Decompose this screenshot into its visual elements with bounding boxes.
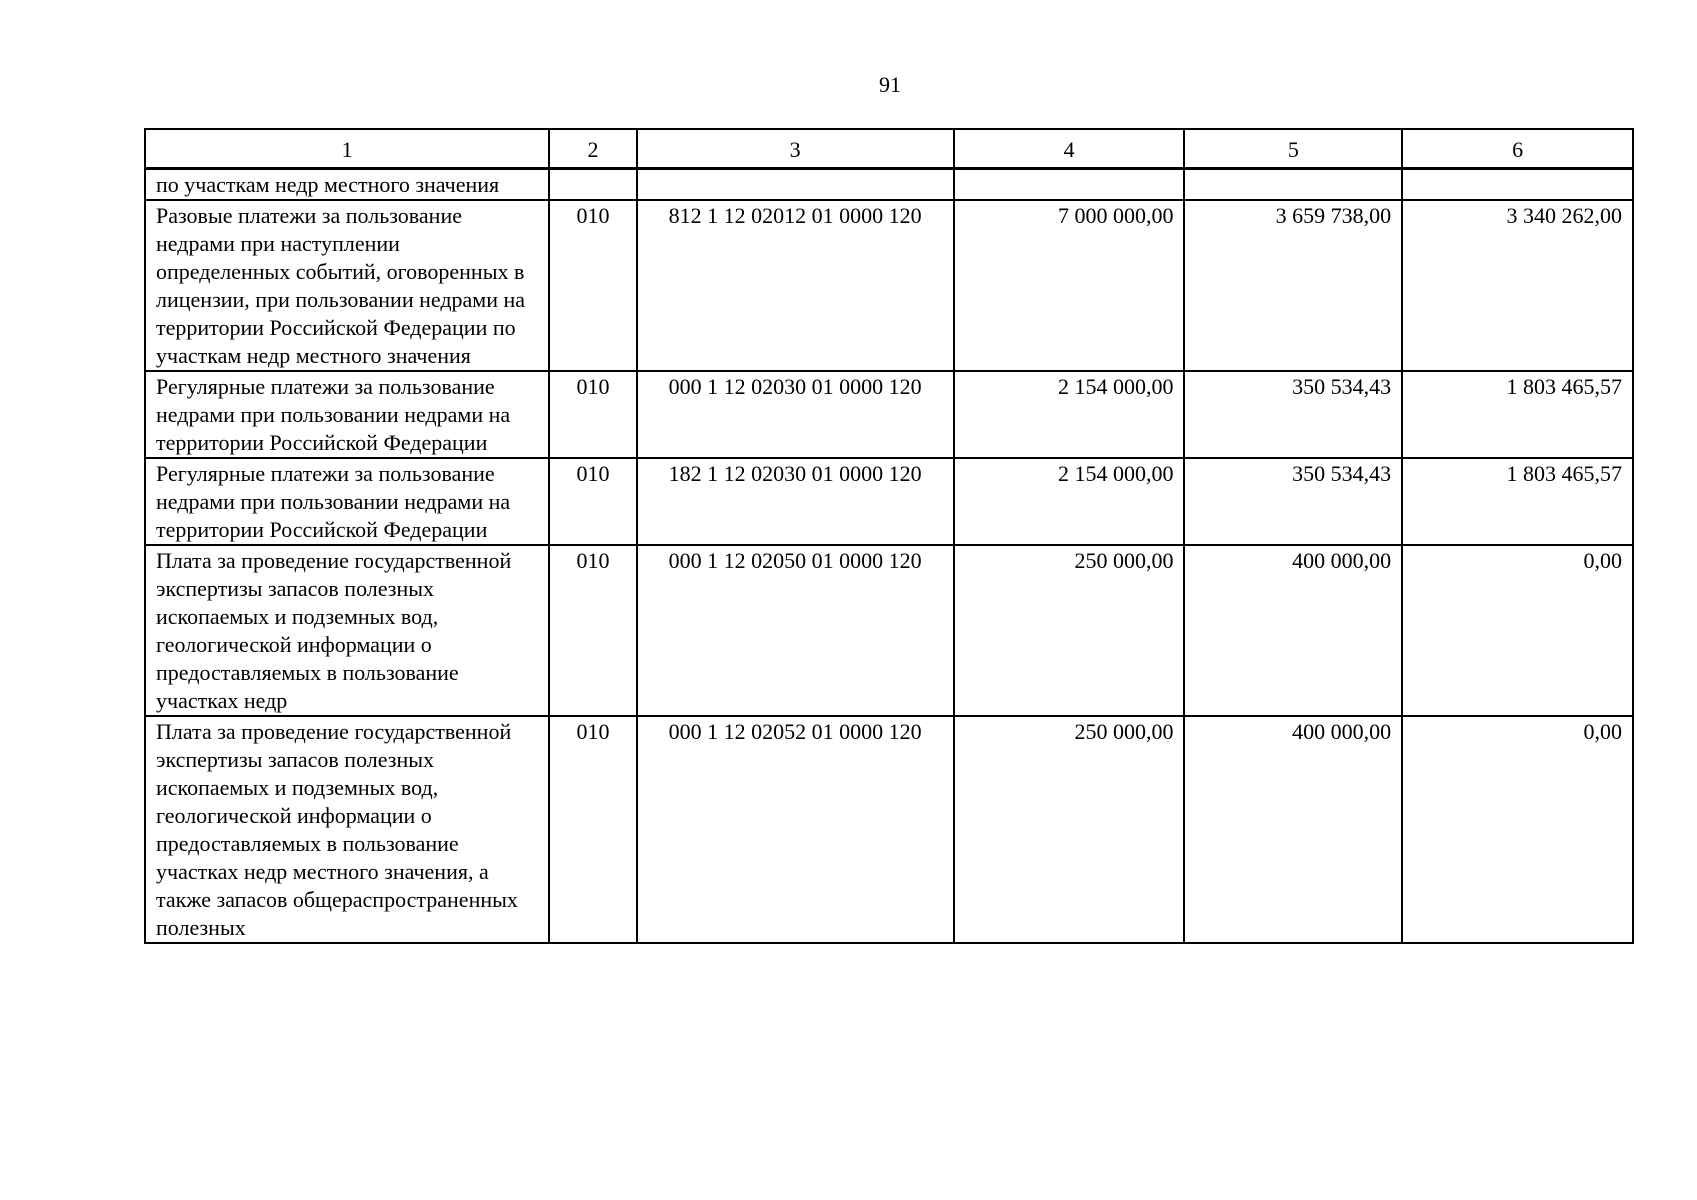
row-approved-cell: [954, 169, 1185, 201]
row-name-cell: по участкам недр местного значения: [145, 169, 549, 201]
row-executed-cell: 350 534,43: [1184, 371, 1402, 458]
column-header-3: 3: [637, 129, 954, 169]
column-header-4: 4: [954, 129, 1185, 169]
row-name-cell: Плата за проведение государственной экспертизы запасов полезных ископаемых и подземных вод, геологической информации о предоставляемых в пользование участках недр: [145, 545, 549, 716]
column-header-5: 5: [1184, 129, 1402, 169]
table-row: [145, 716, 1633, 943]
row-approved-cell: 250 000,00: [954, 716, 1185, 943]
row-approved-cell: 2 154 000,00: [954, 371, 1185, 458]
row-name-cell: Плата за проведение государственной экспертизы запасов полезных ископаемых и подземных вод, геологической информации о предоставляемых в пользование участках недр местного значения, а также запасов общераспространенных полезных: [145, 716, 549, 943]
row-executed-cell: [1184, 169, 1402, 201]
row-approved-cell: 2 154 000,00: [954, 458, 1185, 545]
row-budget-code-cell: 182 1 12 02030 01 0000 120: [637, 458, 954, 545]
row-budget-code-cell: [637, 169, 954, 201]
row-approved-cell: 250 000,00: [954, 545, 1185, 716]
row-line-code-cell: 010: [549, 200, 636, 371]
row-name-cell: Разовые платежи за пользование недрами при наступлении определенных событий, оговоренных в лицензии, при пользовании недрами на территории Российской Федерации по участкам недр местного значения: [145, 200, 549, 371]
column-header-1: 1: [145, 129, 549, 169]
table-row: [145, 458, 1633, 545]
row-approved-cell: 7 000 000,00: [954, 200, 1185, 371]
page-number: 91: [879, 72, 901, 97]
row-line-code-cell: 010: [549, 545, 636, 716]
table-row: [145, 200, 1633, 371]
row-executed-cell: 3 659 738,00: [1184, 200, 1402, 371]
row-executed-cell: 400 000,00: [1184, 545, 1402, 716]
row-line-code-cell: 010: [549, 458, 636, 545]
row-budget-code-cell: 000 1 12 02030 01 0000 120: [637, 371, 954, 458]
row-line-code-cell: 010: [549, 716, 636, 943]
row-unexecuted-cell: 0,00: [1402, 545, 1633, 716]
row-line-code-cell: [549, 169, 636, 201]
budget-table: [144, 128, 1634, 944]
column-header-6: 6: [1402, 129, 1633, 169]
table-header-row: [145, 129, 1633, 169]
column-header-2: 2: [549, 129, 636, 169]
row-executed-cell: 400 000,00: [1184, 716, 1402, 943]
table-row: [145, 545, 1633, 716]
row-unexecuted-cell: 0,00: [1402, 716, 1633, 943]
row-unexecuted-cell: [1402, 169, 1633, 201]
row-line-code-cell: 010: [549, 371, 636, 458]
table-row: [145, 169, 1633, 201]
table-row: [145, 371, 1633, 458]
row-budget-code-cell: 000 1 12 02052 01 0000 120: [637, 716, 954, 943]
row-unexecuted-cell: 1 803 465,57: [1402, 458, 1633, 545]
row-unexecuted-cell: 3 340 262,00: [1402, 200, 1633, 371]
row-budget-code-cell: 812 1 12 02012 01 0000 120: [637, 200, 954, 371]
row-name-cell: Регулярные платежи за пользование недрами при пользовании недрами на территории Российской Федерации: [145, 458, 549, 545]
row-name-cell: Регулярные платежи за пользование недрами при пользовании недрами на территории Российской Федерации: [145, 371, 549, 458]
row-budget-code-cell: 000 1 12 02050 01 0000 120: [637, 545, 954, 716]
row-unexecuted-cell: 1 803 465,57: [1402, 371, 1633, 458]
row-executed-cell: 350 534,43: [1184, 458, 1402, 545]
